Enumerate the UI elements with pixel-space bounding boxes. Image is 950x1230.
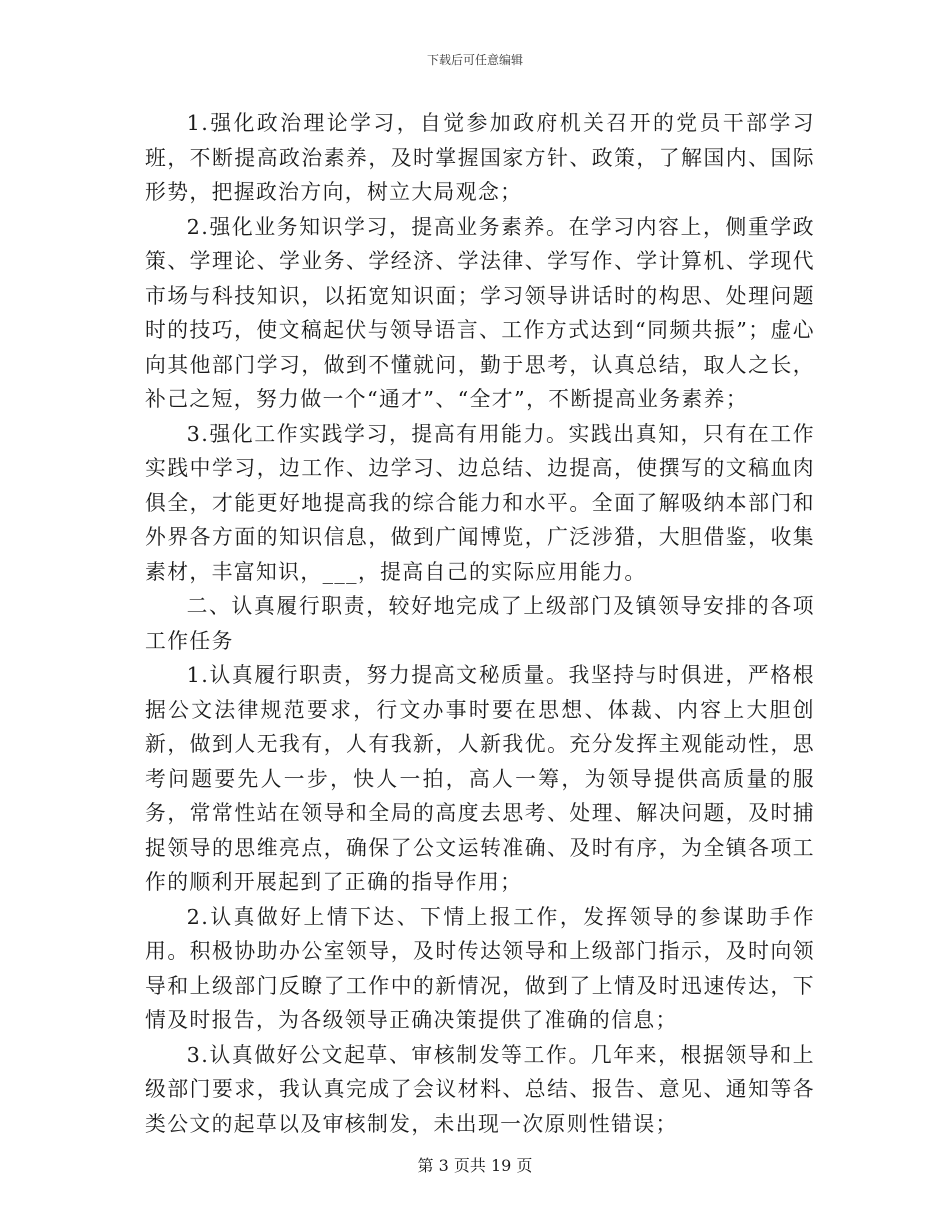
- document-body: [145, 106, 815, 1141]
- paragraph-1: 1.强化政治理论学习，自觉参加政府机关召开的党员干部学习班，不断提高政治素养，及时掌握国家方针、政策，了解国内、国际形势，把握政治方向，树立大局观念；: [145, 111, 815, 204]
- paragraph-4: 1.认真履行职责，努力提高文秘质量。我坚持与时俱进，严格根据公文法律规范要求，行文办事时要在思想、体裁、内容上大胆创新，做到人无我有，人有我新，人新我优。充分发挥主观能动性，思考问题要先人一步，快人一拍，高人一筹，为领导提供高质量的服务，常常性站在领导和全局的高度去思考、处理、解决问题，及时捕捉领导的思维亮点，确保了公文运转准确、及时有序，为全镇各项工作的顺利开展起到了正确的指导作用；: [145, 663, 815, 894]
- page-header-note: 下载后可任意编辑: [426, 53, 523, 67]
- section-heading-2: 二、认真履行职责，较好地完成了上级部门及镇领导安排的各项工作任务: [145, 594, 815, 653]
- paragraph-3: 3.强化工作实践学习，提高有用能力。实践出真知，只有在工作实践中学习，边工作、边学习、边总结、边提高，使撰写的文稿血肉俱全，才能更好地提高我的综合能力和水平。全面了解吸纳本部门和外界各方面的知识信息，做到广闻博览，广泛涉猎，大胆借鉴，收集素材，丰富知识，___，提高自己的实际应用能力。: [145, 421, 815, 584]
- paragraph-2: 2.强化业务知识学习，提高业务素养。在学习内容上，侧重学政策、学理论、学业务、学经济、学法律、学写作、学计算机、学现代市场与科技知识，以拓宽知识面；学习领导讲话时的构思、处理问题时的技巧，使文稿起伏与领导语言、工作方式达到“同频共振”；虚心向其他部门学习，做到不懂就问，勤于思考，认真总结，取人之长，补己之短，努力做一个“通才”、“全才”，不断提高业务素养；: [145, 214, 815, 411]
- paragraph-6: 3.认真做好公文起草、审核制发等工作。几年来，根据领导和上级部门要求，我认真完成了会议材料、总结、报告、意见、通知等各类公文的起草以及审核制发，未出现一次原则性错误；: [145, 1042, 815, 1136]
- paragraph-5: 2.认真做好上情下达、下情上报工作，发挥领导的参谋助手作用。积极协助办公室领导，及时传达领导和上级部门指示，及时向领导和上级部门反瞭了工作中的新情况，做到了上情及时迅速传达，下情及时报告，为各级领导正确决策提供了准确的信息；: [145, 904, 815, 1032]
- page-number: 第 3 页共 19 页: [417, 1156, 533, 1175]
